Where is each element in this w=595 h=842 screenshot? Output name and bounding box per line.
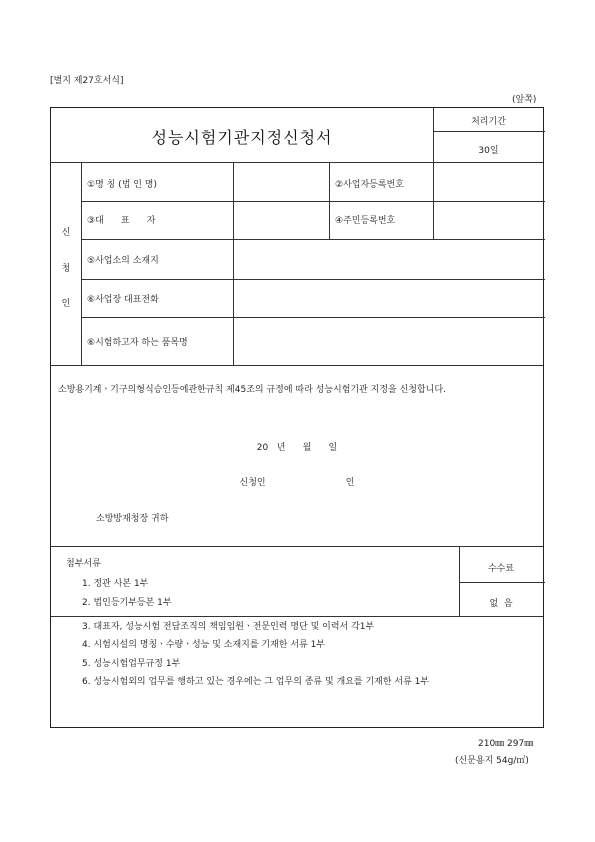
items-label: ⑥시험하고자 하는 품목명 [87,338,188,348]
divider [329,162,330,239]
resident-number-label: ④주민등록번호 [335,216,396,226]
form-title: 성능시험기관지정신청서 [151,128,333,147]
divider [81,239,545,240]
phone-label: ⑥사업장 대표전화 [87,295,159,305]
attachment-item: 4. 시험시설의 명칭ㆍ수량ㆍ성능 및 소재지를 기재한 서류 1부 [82,640,325,650]
paper-type: (신문용지 54g/㎡) [455,756,529,766]
applicant-label-char: 인 [61,299,71,309]
divider [81,201,545,202]
applicant-label-char: 청 [61,264,71,274]
fee-value: 없 음 [489,599,513,609]
divider [51,546,543,547]
divider [233,162,234,365]
divider [51,162,543,163]
attachment-item: 6. 성능시험외의 업무를 행하고 있는 경우에는 그 업무의 종류 및 개요를 기재한 서류 1부 [82,677,430,687]
applicant-signature: 신청인 인 [239,478,355,488]
divider [433,131,545,132]
divider [459,582,545,583]
processing-period-value: 30일 [478,146,499,156]
business-registration-label: ②사업자등록번호 [335,180,404,190]
divider [51,365,543,366]
divider [81,317,545,318]
attachment-item: 1. 정관 사본 1부 [82,579,149,589]
declaration-text: 소방용기계ㆍ기구의형식승인등에관한규칙 제45조의 규정에 따라 성능시험기관 지정을 신청합니다. [58,385,446,395]
divider [81,162,82,365]
recipient-line: 소방방재청장 귀하 [96,514,169,524]
name-label: ①명 칭 (법 인 명) [87,180,158,190]
form-number-label: [별지 제27호서식] [50,76,124,86]
divider [81,279,545,280]
divider [433,162,434,239]
attachment-item: 2. 법인등기부등본 1부 [82,598,172,608]
applicant-label-char: 신 [61,228,71,238]
fee-label: 수수료 [487,564,515,574]
representative-label: ③대 표 자 [87,216,156,226]
attachments-heading: 첨부서류 [66,559,101,569]
processing-period-label: 처리기간 [471,117,506,127]
divider [51,616,543,617]
paper-size: 210㎜ 297㎜ [478,739,534,749]
page-side-label: (앞쪽) [512,95,537,105]
date-line: 20 년 월 일 [256,443,338,453]
address-label: ⑤사업소의 소재지 [87,256,159,266]
attachment-item: 3. 대표자, 성능시험 전담조직의 책임임원ㆍ전문인력 명단 및 이력서 각1부 [82,622,375,632]
application-form [50,107,544,728]
attachment-item: 5. 성능시험업무규정 1부 [82,659,181,669]
